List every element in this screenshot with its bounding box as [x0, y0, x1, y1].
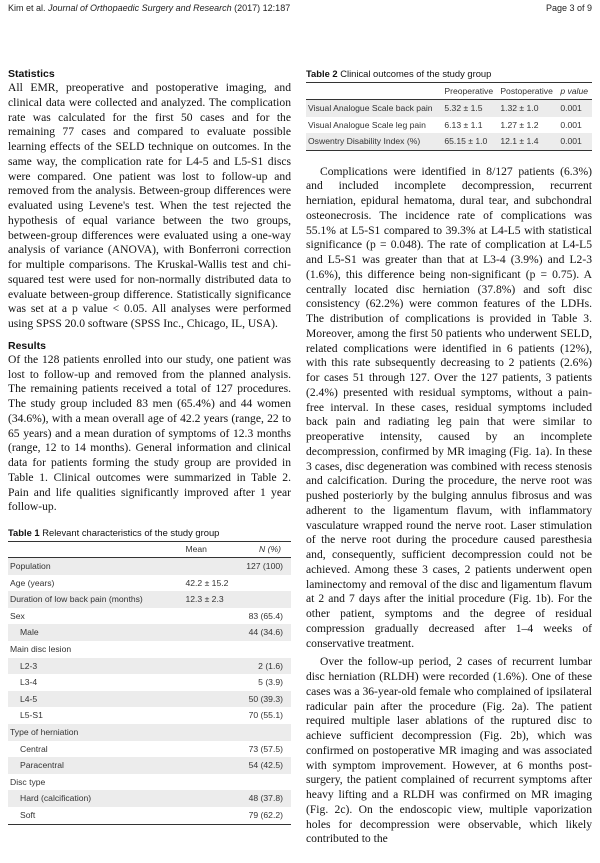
table1-cell-label: Paracentral	[8, 757, 183, 774]
table2-cell-post: 12.1 ± 1.4	[498, 133, 558, 150]
table1-cell-label: Population	[8, 558, 183, 575]
table2-grid	[306, 82, 592, 151]
table1-row	[8, 674, 291, 691]
table2-header-pre: Preoperative	[442, 83, 498, 100]
table2-cell-label: Visual Analogue Scale leg pain	[308, 119, 426, 130]
table1-row	[8, 774, 291, 791]
table2-header-blank	[306, 83, 442, 100]
table1-cell-mean	[183, 641, 240, 658]
table1-cell-n: 73 (57.5)	[248, 743, 283, 754]
citation: (2017) 12:187	[234, 3, 291, 13]
table1-cell-n: 44 (34.6)	[240, 624, 291, 641]
table1-row	[8, 608, 291, 625]
results-heading: Results	[8, 339, 46, 352]
table2	[306, 68, 592, 151]
table1-cell-mean	[183, 608, 240, 625]
table1-cell-label: L4-5	[8, 691, 183, 708]
table1-label: Table 1	[8, 527, 40, 538]
table2-cell-label: Oswentry Disability Index (%)	[306, 133, 442, 150]
table1-cell-label: Duration of low back pain (months)	[8, 591, 183, 608]
table1-cell-label: Central	[20, 743, 48, 754]
table2-header-p: p value	[558, 83, 592, 100]
table1-cell-n	[240, 774, 291, 791]
table1-cell-label: L2-3	[8, 658, 183, 675]
table1-cell-label: Age (years)	[10, 577, 55, 588]
table1-body	[8, 558, 291, 825]
table1-cell-label: Sex	[10, 610, 25, 621]
table1-cell-label: Type of herniation	[8, 724, 183, 741]
table2-cell-p: 0.001	[560, 119, 582, 130]
table2-body	[306, 100, 592, 150]
table2-row	[306, 117, 592, 133]
table1-row	[8, 707, 291, 724]
table1-header-mean: Mean	[183, 542, 240, 558]
recurrence-paragraph: Over the follow-up period, 2 cases of recurrent lumbar disc herniation (RLDH) were recorded (1.6%). One of these cases was a 36-year-old female who complained of ipsilateral radicular pain after the procedure (Fig. 2a). The patient required multiple laser ablations of the ruptured disc to achieve sufficient decompression (Fig. 2b), which was confirmed on postoperative MR imaging and was associated with symptom improvement. However, at 6 months post-surgery, the patient complained of recurrent symptoms after heavy lifting and a RLDH was confirmed on MR imaging (Fig. 2c). On the endoscopic view, multiple vaporization holes for decompression were observable, which likely contributed to the	[306, 655, 592, 846]
table1-cell-n: 79 (62.2)	[240, 807, 291, 824]
table1-cell-mean	[183, 658, 240, 675]
table2-cell-post: 1.32 ± 1.0	[498, 100, 558, 117]
table2-cell-pre: 6.13 ± 1.1	[444, 119, 483, 130]
table1-cell-mean	[183, 691, 240, 708]
table1-cell-n	[240, 591, 291, 608]
table2-row	[306, 100, 592, 117]
table1-row	[8, 691, 291, 708]
table1-header-blank	[8, 542, 183, 558]
table1-cell-label: L5-S1	[20, 710, 43, 721]
table1-cell-n: 83 (65.4)	[248, 610, 283, 621]
table1-row	[8, 591, 291, 608]
table1-cell-mean: 12.3 ± 2.3	[183, 591, 240, 608]
left-column	[8, 62, 291, 825]
table1-cell-mean	[183, 707, 240, 724]
table1-row	[8, 757, 291, 774]
table1-cell-label: Male	[8, 624, 183, 641]
table2-cell-post: 1.27 ± 1.2	[500, 119, 539, 130]
table1-row	[8, 741, 291, 758]
table1-row	[8, 624, 291, 641]
complications-paragraph: Complications were identified in 8/127 patients (6.3%) and included incomplete decompression, recurrent herniation, epidural hematoma, dural tear, and subchondral osteonecrosis. The incidence rate of complications was 55.1% at L5-S1 compared to 39.3% at L4-L5 with statistical significance (p = 0.048). The rate of complication at L4-L5 and L5-S1 was greater than that at L3-4 (3.9%) and L2-3 (1.6%), this difference being non-significant (p = 0.75). A centrally located disc herniation (37.8%) and soft disc consistency (62.2%) were common features of the LDHs. The distribution of complications is provided in Table 3. Moreover, among the first 50 patients who underwent SELD, related complications were identified in 6 patients (12%), with this rate subsequently decreasing to 2 patients (2.6%) for cases 51 through 127. Over the 127 patients, 3 patients (2.4%) presented with residual symptoms, without a pain-free interval. In these cases, residual symptoms included back pain and radiating leg pain that were similar to preoperative intensity, caused by an incomplete decompression, confirmed by MR imaging (Fig. 1a). In these 3 cases, disc degeneration was combined with recess stenosis and calcification. During the procedure, the nerve root was pushed posteriorly by the bulging annulus fibrosus and was adherent to the ligamentum flavum, with inflammatory vasculature wrapped round the nerve root. Laser stimulation of the nerve root during the procedure caused paresthesia and, consequently, sufficient decompression could not be achieved. Among these 3 cases, 2 patients underwent open laminectomy and removal of the disc and ligamentum flavum at 2 and 7 days after the initial procedure (Fig. 1b). For the other patient, symptoms and the degree of residual compression gradually decreased after 1–4 weeks of conservative treatment.	[306, 164, 592, 650]
table1-cell-label: Hard (calcification)	[8, 790, 183, 807]
table1-cell-mean	[183, 774, 240, 791]
running-head-citation	[8, 3, 290, 13]
table1-cell-n: 50 (39.3)	[240, 691, 291, 708]
page-header	[8, 3, 592, 17]
table1-row	[8, 807, 291, 824]
table1-row	[8, 575, 291, 592]
table1-row	[8, 658, 291, 675]
table1-cell-mean	[183, 741, 240, 758]
table2-header-post: Postoperative	[498, 83, 558, 100]
table2-cell-p: 0.001	[558, 100, 592, 117]
table1-caption	[8, 527, 291, 538]
table1-row	[8, 558, 291, 575]
table1-cell-mean	[183, 558, 240, 575]
table1	[8, 527, 291, 825]
table1-row	[8, 790, 291, 807]
table1-row	[8, 641, 291, 658]
table1-cell-n	[240, 724, 291, 741]
table2-cell-pre: 5.32 ± 1.5	[442, 100, 498, 117]
journal-name: Journal of Orthopaedic Surgery and Research	[48, 3, 232, 13]
table2-cell-label: Visual Analogue Scale back pain	[306, 100, 442, 117]
results-paragraph: Of the 128 patients enrolled into our study, one patient was lost to follow-up and removed from the planned analysis. The remaining patients received a total of 127 procedures. The study group included 83 men (65.4%) and 44 women (34.6%), with a mean overall age of 42.2 years (range, 22 to 65 years) and a mean duration of symptoms of 12.3 months (range, 12 to 14 months). General information and clinical data for patients forming the study group are provided in Table 1. Clinical outcomes were summarized in Table 2. Pain and life qualities significantly improved after 1 year follow-up.	[8, 352, 291, 514]
table2-label: Table 2	[306, 68, 338, 79]
table2-title: Clinical outcomes of the study group	[340, 68, 492, 79]
table1-cell-n: 127 (100)	[240, 558, 291, 575]
table1-cell-n: 2 (1.6)	[240, 658, 291, 675]
table1-grid	[8, 541, 291, 825]
authors: Kim et al.	[8, 3, 46, 13]
table1-cell-label: Disc type	[10, 776, 46, 787]
table1-cell-mean	[183, 807, 240, 824]
table1-cell-mean	[183, 624, 240, 641]
right-column	[306, 68, 592, 851]
table2-cell-pre: 65.15 ± 1.0	[442, 133, 498, 150]
table1-row	[8, 724, 291, 741]
table2-row	[306, 133, 592, 150]
table1-cell-mean	[183, 724, 240, 741]
table1-title: Relevant characteristics of the study group	[42, 527, 220, 538]
statistics-heading: Statistics	[8, 68, 55, 80]
table2-cell-p: 0.001	[558, 133, 592, 150]
table1-cell-mean: 42.2 ± 15.2	[185, 577, 229, 588]
table2-caption	[306, 68, 592, 79]
table1-cell-n: 5 (3.9)	[258, 677, 283, 688]
table1-cell-label: Soft	[8, 807, 183, 824]
table1-cell-n: 70 (55.1)	[248, 710, 283, 721]
table1-cell-label: L3-4	[20, 677, 38, 688]
statistics-paragraph: All EMR, preoperative and postoperative imaging, and clinical data were collected and analyzed. The complication rate was calculated for the first 50 cases and for the remaining 77 cases and compared to evaluate possible learning effects of the SELD technique on outcomes. In the same way, the complication rate for L4-5 and L5-S1 discs were compared. One patient was lost to follow-up and removed from the analysis. Between-group differences were evaluated using Levene's test. When the test rejected the hypothesis of equal variance between the two groups, between-group differences were evaluated using a one-way analysis of variance (ANOVA), with Bonferroni correction for multiple comparisons. The Kruskal-Wallis test and chi-squared test were used for non-normally distributed data to evaluate between-group difference. Statistically significance was set at a p value < 0.05. All analyses were performed using SPSS 20.0 software (SPSS Inc., Chicago, IL, USA).	[8, 81, 291, 330]
table1-cell-n: 54 (42.5)	[240, 757, 291, 774]
table1-cell-mean	[183, 757, 240, 774]
table1-cell-mean	[183, 790, 240, 807]
table1-cell-n: 48 (37.8)	[240, 790, 291, 807]
table1-cell-label: Main disc lesion	[10, 643, 72, 654]
table1-header-n: N (%)	[240, 542, 291, 558]
table1-cell-mean	[183, 674, 240, 691]
table1-cell-n	[240, 641, 291, 658]
table1-cell-n	[240, 575, 291, 592]
page-number: Page 3 of 9	[545, 3, 592, 13]
